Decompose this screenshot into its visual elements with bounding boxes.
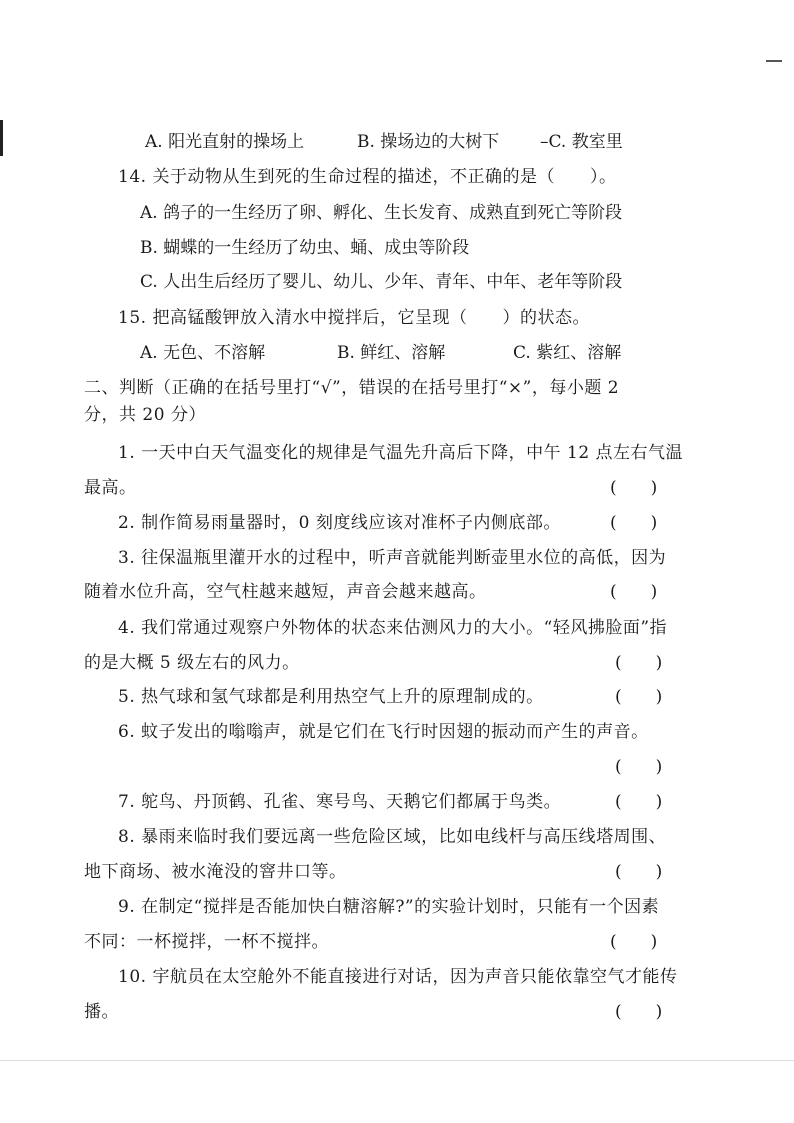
judgment-6-line1: 6. 蚊子发出的嗡嗡声，就是它们在飞行时因翅的振动而产生的声音。 xyxy=(118,722,649,742)
judgment-1-line1: 1. 一天中白天气温变化的规律是气温先升高后下降，中午 12 点左右气温 xyxy=(118,443,684,463)
judgment-4-line1: 4. 我们常通过观察户外物体的状态来估测风力的大小。“轻风拂脸面”指 xyxy=(118,618,668,638)
judgment-2-answer-blank[interactable]: ( ) xyxy=(610,513,658,533)
judgment-4-line2: 的是大概 5 级左右的风力。 xyxy=(84,653,300,673)
q15-stem: 15. 把高锰酸钾放入清水中搅拌后，它呈现（ ）的状态。 xyxy=(118,308,590,328)
judgment-1-line2: 最高。 xyxy=(84,478,137,498)
judgment-8-line2: 地下商场、被水淹没的窨井口等。 xyxy=(84,862,347,882)
page-bottom-rule xyxy=(0,1060,794,1061)
judgment-10-answer-blank[interactable]: ( ) xyxy=(615,1002,663,1022)
judgment-6-answer-blank[interactable]: ( ) xyxy=(615,757,663,777)
judgment-5-line1: 5. 热气球和氢气球都是利用热空气上升的原理制成的。 xyxy=(118,687,544,707)
q14-option-c: C. 人出生后经历了婴儿、幼儿、少年、青年、中年、老年等阶段 xyxy=(140,272,623,292)
judgment-9-line1: 9. 在制定“搅拌是否能加快白糖溶解?”的实验计划时，只能有一个因素 xyxy=(118,897,660,917)
q14-option-a: A. 鸽子的一生经历了卵、孵化、生长发育、成熟直到死亡等阶段 xyxy=(140,203,623,223)
judgment-2-line1: 2. 制作简易雨量器时，0 刻度线应该对准杯子内侧底部。 xyxy=(118,513,561,533)
judgment-4-answer-blank[interactable]: ( ) xyxy=(615,653,663,673)
q13-option-b: B. 操场边的大树下 xyxy=(357,132,500,152)
judgment-1-answer-blank[interactable]: ( ) xyxy=(610,478,658,498)
q14-stem: 14. 关于动物从生到死的生命过程的描述，不正确的是（ ）。 xyxy=(118,167,617,187)
judgment-7-answer-blank[interactable]: ( ) xyxy=(615,792,663,812)
q15-option-c: C. 紫红、溶解 xyxy=(513,343,622,363)
q13-option-a: A. 阳光直射的操场上 xyxy=(145,132,305,152)
q14-option-b: B. 蝴蝶的一生经历了幼虫、蛹、成虫等阶段 xyxy=(140,238,470,258)
judgment-5-answer-blank[interactable]: ( ) xyxy=(615,687,663,707)
judgment-9-answer-blank[interactable]: ( ) xyxy=(610,932,658,952)
section2-heading: 二、判断（正确的在括号里打“√”，错误的在括号里打“×”，每小题 2 xyxy=(84,378,620,398)
judgment-8-line1: 8. 暴雨来临时我们要远离一些危险区域，比如电线杆与高压线塔周围、 xyxy=(118,827,667,847)
judgment-3-line1: 3. 往保温瓶里灌开水的过程中，听声音就能判断壶里水位的高低，因为 xyxy=(118,548,667,568)
scan-edge-mark xyxy=(0,120,3,156)
scan-corner-mark xyxy=(766,60,782,62)
judgment-10-line1: 10. 宇航员在太空舱外不能直接进行对话，因为声音只能依靠空气才能传 xyxy=(118,967,678,987)
judgment-9-line2: 不同：一杯搅拌，一杯不搅拌。 xyxy=(84,932,329,952)
q13-option-c: –C. 教室里 xyxy=(540,132,623,152)
q15-option-a: A. 无色、不溶解 xyxy=(140,343,266,363)
section2-heading-cont: 分，共 20 分） xyxy=(84,405,206,425)
judgment-7-line1: 7. 鸵鸟、丹顶鹤、孔雀、寒号鸟、天鹅它们都属于鸟类。 xyxy=(118,792,562,812)
judgment-3-answer-blank[interactable]: ( ) xyxy=(610,582,658,602)
judgment-8-answer-blank[interactable]: ( ) xyxy=(615,862,663,882)
q15-option-b: B. 鲜红、溶解 xyxy=(337,343,446,363)
judgment-10-line2: 播。 xyxy=(84,1002,119,1022)
judgment-3-line2: 随着水位升高，空气柱越来越短，声音会越来越高。 xyxy=(84,582,487,602)
